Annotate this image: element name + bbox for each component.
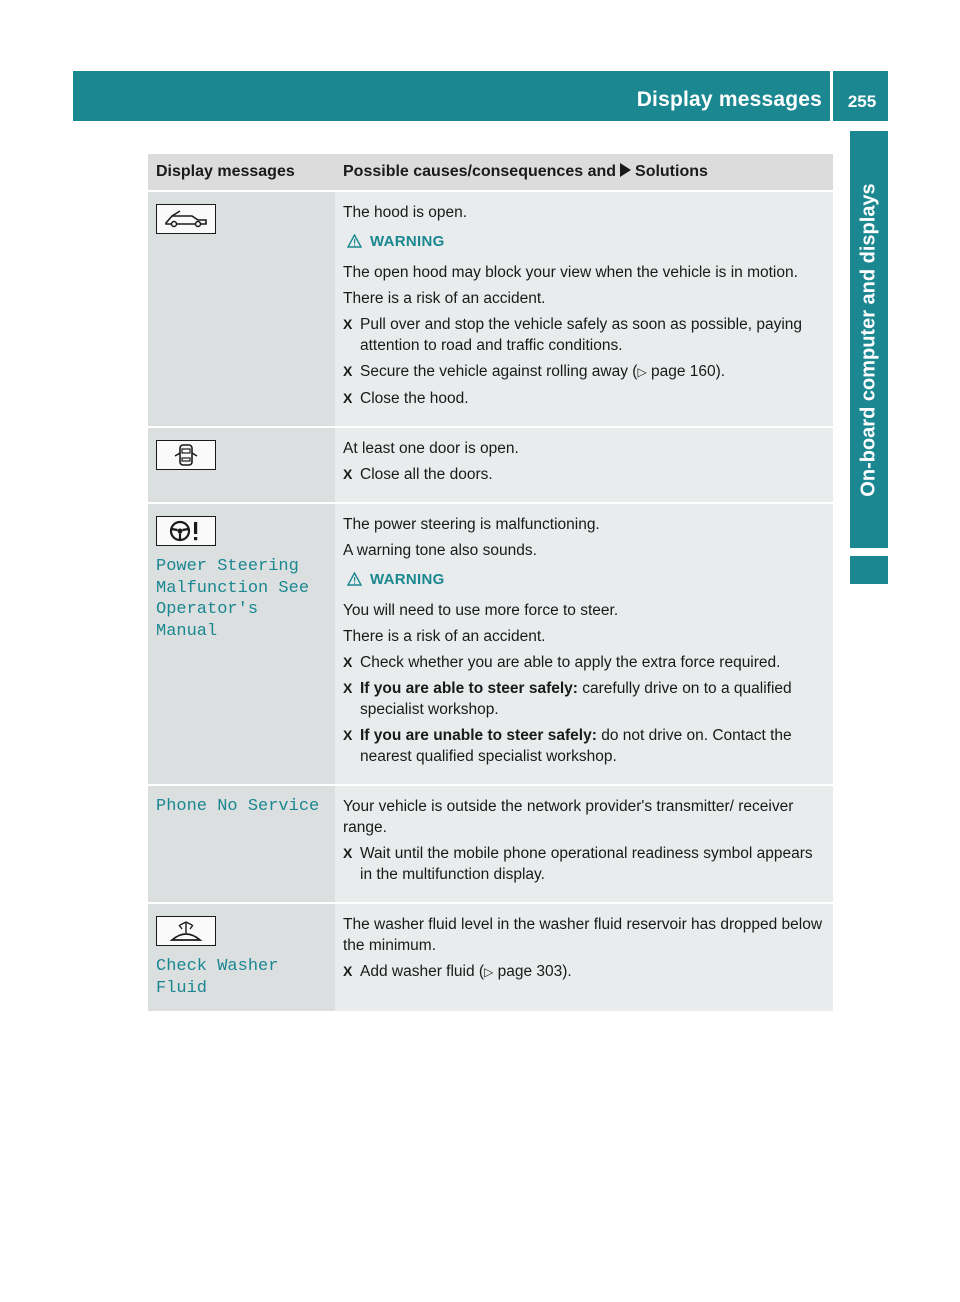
step-condition: If you are able to steer safely: [360, 680, 578, 697]
cause-text: The washer fluid level in the washer fluid reservoir has dropped below the minimum. [343, 916, 823, 954]
page-reference[interactable]: page 303). [497, 963, 572, 980]
message-cell [148, 503, 335, 785]
step-arrow-icon: X [343, 845, 353, 861]
washer-fluid-icon [156, 916, 216, 946]
step-arrow-icon: X [343, 466, 353, 482]
header-separator [830, 71, 833, 121]
page-ref-icon: ▷ [637, 365, 647, 379]
message-cell [148, 427, 335, 503]
solution-cell [335, 191, 833, 427]
warning-risk: There is a risk of an accident. [343, 628, 546, 645]
solution-step [343, 678, 825, 720]
solution-cell [335, 503, 833, 785]
message-cell [148, 903, 335, 1011]
arrow-right-icon [620, 163, 631, 177]
page-number: 255 [847, 92, 877, 111]
cause-text: At least one door is open. [343, 440, 519, 457]
cause-text: Your vehicle is outside the network provider's transmitter/ receiver range. [343, 798, 794, 836]
table-row [148, 503, 833, 785]
table-row [148, 427, 833, 503]
message-cell [148, 785, 335, 903]
warning-text: WARNING [370, 571, 445, 588]
table-row [148, 785, 833, 903]
step-condition: If you are unable to steer safely: [360, 727, 597, 744]
solution-step [343, 652, 825, 673]
warning-body: You will need to use more force to steer. [343, 602, 619, 619]
step-arrow-icon: X [343, 390, 353, 406]
table-header-row [148, 154, 833, 191]
solution-step [343, 361, 825, 383]
step-arrow-icon: X [343, 963, 353, 979]
display-message-text: Check Washer Fluid [156, 957, 279, 998]
step-text: Close the hood. [360, 390, 469, 407]
step-text: carefully drive on to a qualified specialist workshop. [360, 680, 792, 718]
side-chapter-label: On-board computer and displays [857, 183, 880, 497]
display-message-text: Phone No Service [156, 797, 320, 816]
column-header-messages: Display messages [148, 154, 335, 191]
step-arrow-icon: X [343, 363, 353, 379]
step-arrow-icon: X [343, 680, 353, 696]
cause-text: The hood is open. [343, 204, 468, 221]
step-arrow-icon: X [343, 654, 353, 670]
step-text: Close all the doors. [360, 466, 493, 483]
side-marker [850, 556, 888, 584]
cause-text: The power steering is malfunctioning. [343, 516, 600, 533]
solution-cell [335, 903, 833, 1011]
message-cell [148, 191, 335, 427]
display-messages-table [148, 154, 833, 1011]
step-arrow-icon: X [343, 727, 353, 743]
power-steering-warning-icon [156, 516, 216, 546]
table-row [148, 191, 833, 427]
column-header-solutions-text: Solutions [635, 163, 708, 180]
hood-open-icon [156, 204, 216, 234]
column-header-causes [335, 154, 833, 191]
warning-label [347, 231, 825, 254]
solution-step [343, 388, 825, 409]
solution-step [343, 314, 825, 356]
warning-triangle-icon [347, 571, 362, 592]
solution-cell [335, 785, 833, 903]
solution-cell [335, 427, 833, 503]
column-header-causes-text: Possible causes/consequences and [343, 163, 617, 180]
solution-step [343, 843, 825, 885]
page-reference[interactable]: page 160). [650, 363, 726, 380]
warning-body: The open hood may block your view when the vehicle is in motion. [343, 264, 798, 281]
page-ref-icon: ▷ [484, 965, 494, 979]
step-text: do not drive on. Contact the nearest qualified specialist workshop. [360, 727, 792, 765]
page-title: Display messages [636, 88, 822, 111]
step-text: Add washer fluid ( [360, 963, 485, 980]
door-open-icon [156, 440, 216, 470]
step-text: Pull over and stop the vehicle safely as soon as possible, paying attention to road and traffic conditions. [360, 316, 803, 354]
solution-step [343, 464, 825, 485]
warning-label [347, 569, 825, 592]
solution-step [343, 725, 825, 767]
display-message-text: Power Steering Malfunction See Operator's Manual [156, 557, 310, 641]
solution-step [343, 961, 825, 983]
warning-triangle-icon [347, 233, 362, 254]
step-arrow-icon: X [343, 316, 353, 332]
step-text: Check whether you are able to apply the extra force required. [360, 654, 781, 671]
cause-text: A warning tone also sounds. [343, 542, 537, 559]
step-text: Wait until the mobile phone operational readiness symbol appears in the multifunction display. [360, 845, 813, 883]
step-text: Secure the vehicle against rolling away ( [360, 363, 638, 380]
warning-text: WARNING [370, 233, 445, 250]
warning-risk: There is a risk of an accident. [343, 290, 546, 307]
table-row [148, 903, 833, 1011]
